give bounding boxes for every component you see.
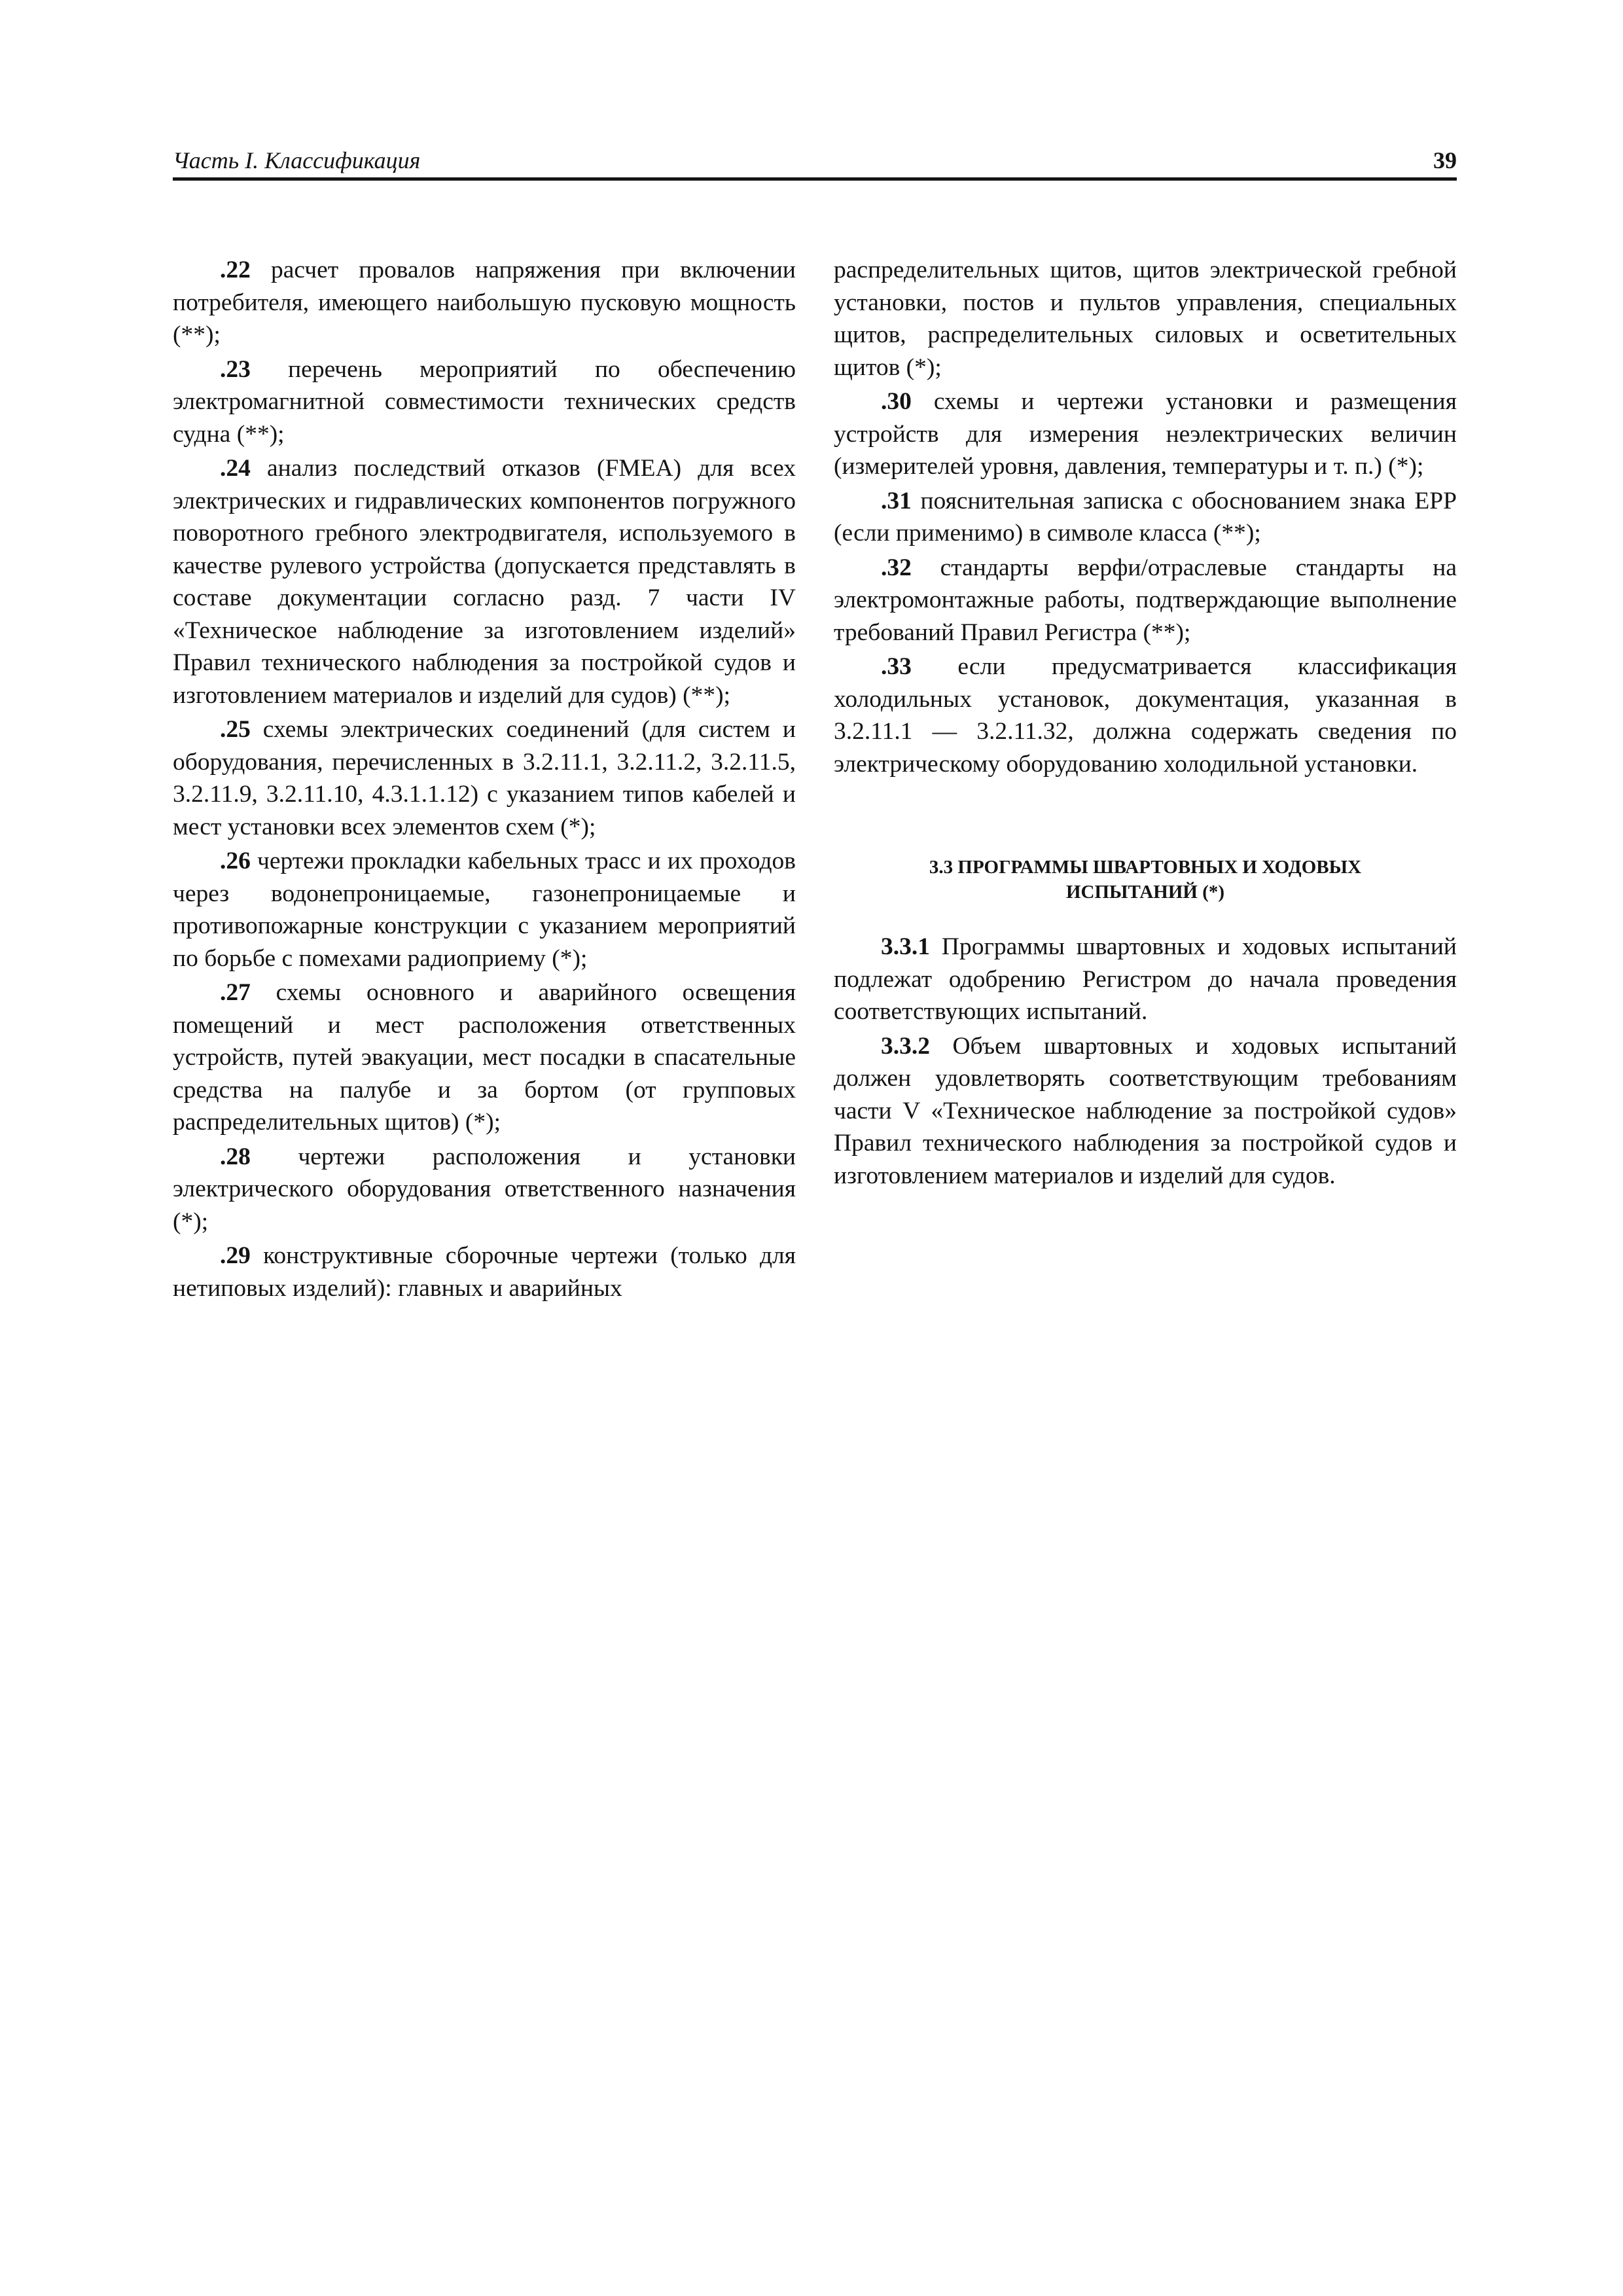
list-item (173, 713, 796, 843)
item-text: конструктивные сборочные чертежи (только для нетиповых изделий): главных и аварийных (173, 1242, 796, 1302)
item-text: чертежи расположения и установки электрического оборудования ответственного назначения (*); (173, 1143, 796, 1235)
list-item (834, 651, 1457, 780)
item-text: стандарты верфи/отраслевые стандарты на электромонтажные работы, подтверждающие выполнение требований Правил Регистра (**); (834, 554, 1457, 646)
section-paragraph (834, 931, 1457, 1028)
section-paragraph (834, 1030, 1457, 1193)
item-number: .30 (881, 388, 912, 415)
left-column (173, 254, 796, 1306)
running-header (173, 141, 1457, 181)
item-text: схемы и чертежи установки и размещения устройств для измерения неэлектрических величин (измерителей уровня, давления, температуры и т. п.) (*); (834, 388, 1457, 480)
item-text: схемы электрических соединений (для систем и оборудования, перечисленных в 3.2.11.1, 3.2.11.2, 3.2.11.5, 3.2.11.9, 3.2.11.10, 4.3.1.1.12) с указанием типов кабелей и мест установки всех элементов схем (*); (173, 716, 796, 840)
item-number: .32 (881, 554, 912, 581)
list-item (173, 353, 796, 451)
item-text: схемы основного и аварийного освещения помещений и мест расположения ответственных устройств, путей эвакуации, мест посадки в спасательные средства на палубе и за бортом (от групповых распределительных щитов) (*); (173, 979, 796, 1136)
list-item (173, 452, 796, 711)
paragraph-text: Программы швартовных и ходовых испытаний подлежат одобрению Регистром до начала проведения соответствующих испытаний. (834, 933, 1457, 1025)
item-number: .23 (220, 355, 251, 383)
paragraph-text: Объем швартовных и ходовых испытаний должен удовлетворять соответствующим требованиям части V «Техническое наблюдение за постройкой судов» Правил технического наблюдения за постройкой судов и изготовлением материалов и изделий для судов. (834, 1032, 1457, 1189)
running-title: Часть I. Классификация (173, 147, 421, 173)
item-number: .22 (220, 257, 251, 283)
item-number: .24 (220, 455, 251, 482)
item-text: анализ последствий отказов (FMEA) для всех электрических и гидравлических компонентов погружного поворотного гребного электродвигателя, используемого в качестве рулевого устройства (допускается представлять в составе документации согласно разд. 7 части IV «Техническое наблюдение за изготовлением изделий» Правил технического наблюдения за постройкой судов и изготовлением материалов и изделий для судов) (**); (173, 455, 796, 709)
list-item (173, 254, 796, 351)
page-number: 39 (1433, 147, 1457, 173)
item-text: расчет провалов напряжения при включении потребителя, имеющего наибольшую пусковую мощность (**); (173, 257, 796, 348)
item-number: .29 (220, 1242, 251, 1269)
list-item (834, 485, 1457, 550)
item-number: .28 (220, 1143, 251, 1170)
continuation-text: распределительных щитов, щитов электрической гребной установки, постов и пультов управления, специальных щитов, распределительных силовых и осветительных щитов (*); (834, 257, 1457, 381)
list-item (173, 977, 796, 1139)
item-text: перечень мероприятий по обеспечению электромагнитной совместимости технических средств судна (**); (173, 355, 796, 448)
item-number: .33 (881, 653, 912, 680)
list-item (834, 552, 1457, 649)
item-text: чертежи прокладки кабельных трасс и их проходов через водонепроницаемые, газонепроницаемые и противопожарные конструкции с указанием мероприятий по борьбе с помехами радиоприему (*); (173, 848, 796, 972)
item-number: .26 (220, 848, 251, 874)
paragraph-number: 3.3.1 (881, 933, 930, 960)
list-item (173, 1141, 796, 1238)
item-number: .27 (220, 979, 251, 1006)
right-column (834, 254, 1457, 1194)
item-number: .31 (881, 487, 912, 514)
item-text: пояснительная записка с обоснованием знака EPP (если применимо) в символе класса (**); (834, 487, 1457, 547)
item-text: если предусматривается классификация холодильных установок, документация, указанная в 3.2.11.1 — 3.2.11.32, должна содержать сведения по электрическому оборудованию холодильной установки. (834, 653, 1457, 778)
list-item (173, 845, 796, 975)
item-number: .25 (220, 716, 251, 743)
list-item (173, 1240, 796, 1304)
paragraph-number: 3.3.2 (881, 1032, 930, 1060)
list-item (834, 386, 1457, 483)
section-heading: 3.3 ПРОГРАММЫ ШВАРТОВНЫХ И ХОДОВЫХ ИСПЫТАНИЙ (*) (929, 857, 1362, 903)
